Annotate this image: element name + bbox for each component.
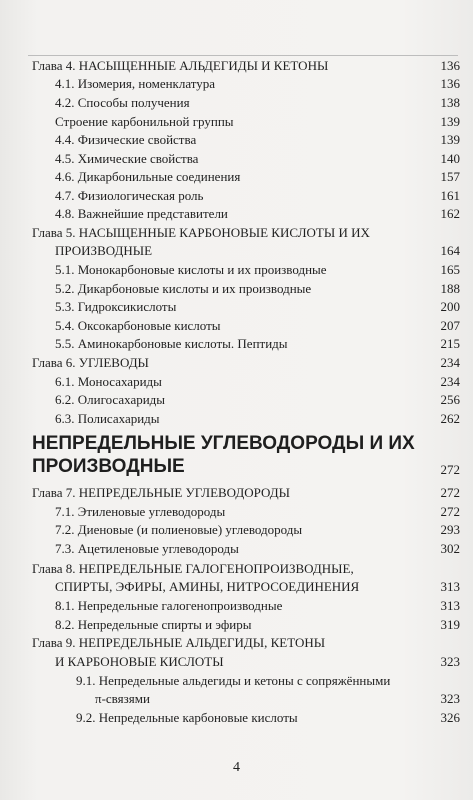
toc-page-number: 157 [440,169,460,184]
part-heading-line1: НЕПРЕДЕЛЬНЫЕ УГЛЕВОДОРОДЫ И ИХ [32,433,415,454]
top-divider [28,55,458,56]
toc-page-number: 293 [440,522,460,537]
toc-page-number: 272 [440,462,460,477]
toc-page-number: 136 [440,76,460,91]
toc-page-number: 207 [440,318,460,333]
toc-page-number: 326 [440,710,460,725]
toc-page-number: 138 [440,95,460,110]
toc-page-number: 139 [440,114,460,129]
toc-page-number: 140 [440,151,460,166]
toc-page-number: 272 [440,504,460,519]
toc-page-number: 234 [440,374,460,389]
toc-page-number: 215 [440,336,460,351]
toc-page-number: 188 [440,281,460,296]
book-page: Глава 4. НАСЫЩЕННЫЕ АЛЬДЕГИДЫ И КЕТОНЫ 136 4.1. Изомерия, номенклатура 136 4.2. Способы получения 138 Строение карбонильной группы 139 4.4. Физические свойства 139 4.5. Химические свойства 140 4.6. Дикарбонильные соединения 157 4.7. Физиологическая роль 161 4.8. Важнейшие представители 162 Глава 5. НАСЫЩЕННЫЕ КАРБОНОВЫЕ КИСЛОТЫ И ИХ ПРОИЗВОДНЫЕ 164 5.1. Монокарбоновые кислоты и их производные 165 5.2. Дикарбоновые кислоты и их производные 188 5.3. Гидроксикислоты 200 5.4. Оксокарбоновые кислоты 207 5.5. Аминокарбоновые кислоты. Пептиды 215 Глава 6. УГЛЕВОДЫ 234 6.1. Моносахариды 234 6.2. Олигосахариды 256 6.3. Полисахариды 262 НЕПРЕДЕЛЬНЫЕ УГЛЕВОДОРОДЫ И ИХ ПРОИЗВОДНЫЕ 272 Глава 7. НЕПРЕДЕЛЬНЫЕ УГЛЕВОДОРОДЫ 272 7.1. Этиленовые углеводороды 272 7.2. Диеновые (и полиеновые) углеводороды 293 7.3. Ацетиленовые углеводороды 302 Глава 8. НЕПРЕДЕЛЬНЫЕ ГАЛОГЕНОПРОИЗВОДНЫЕ, СПИРТЫ, ЭФИРЫ, АМИНЫ, НИТРОСОЕДИНЕНИЯ 313 8.1. Непредельные галогенопроизводные 313 8.2. Непредельные спирты и эфиры 319 Глава 9. НЕПРЕДЕЛЬНЫЕ АЛЬДЕГИДЫ, КЕТОНЫ И КАРБОНОВЫЕ КИСЛОТЫ 323 9.1. Непредельные альдегиды и кетоны с сопряжёнными π-связями 323 9.2. Непредельные карбоновые кислоты 326 4 [0,0,473,800]
toc-page-number: 319 [440,617,460,632]
toc-page-number: 256 [440,392,460,407]
toc-page-number: 272 [440,485,460,500]
toc-page-number: 162 [440,206,460,221]
page-number: 4 [233,760,240,775]
toc-page-number: 313 [440,598,460,613]
toc-page-number: 136 [440,58,460,73]
toc-page-number: 323 [440,654,460,669]
toc-page-number: 313 [440,579,460,594]
part-heading-line2: ПРОИЗВОДНЫЕ [32,456,185,477]
toc-page-number: 165 [440,262,460,277]
toc-page-number: 164 [440,243,460,258]
toc-page-number: 323 [440,691,460,706]
toc-page-number: 161 [440,188,460,203]
toc-chapter-title: Глава 4. НАСЫЩЕННЫЕ АЛЬДЕГИДЫ И КЕТОНЫ [32,58,329,73]
toc-page-number: 262 [440,411,460,426]
toc-page-number: 139 [440,132,460,147]
toc-page-number: 234 [440,355,460,370]
toc-page-number: 302 [440,541,460,556]
toc-page-number: 200 [440,299,460,314]
